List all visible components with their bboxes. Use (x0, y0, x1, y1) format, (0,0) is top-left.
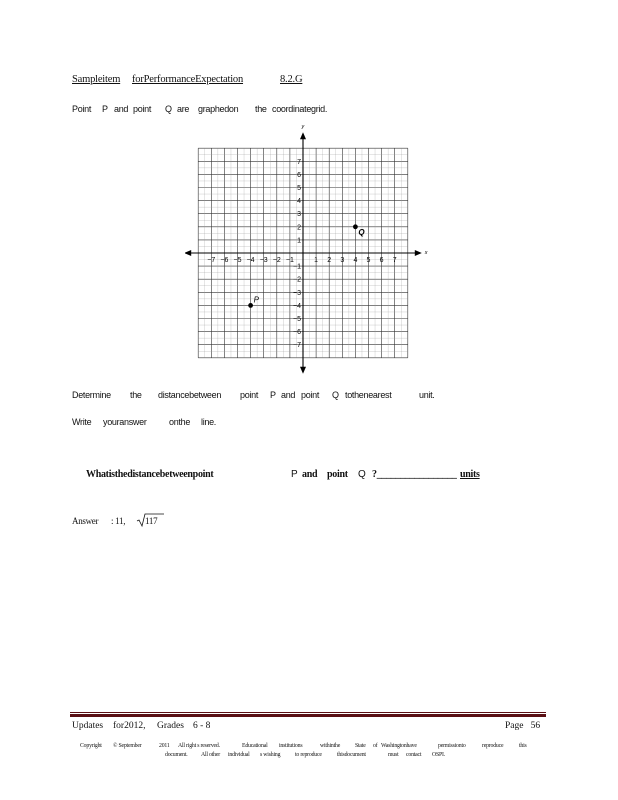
copyright-word: document. (165, 752, 188, 758)
x-tick-label: 5 (366, 257, 371, 264)
copyright-word: contact (406, 752, 422, 758)
intro-word: and (114, 104, 129, 114)
instr-word: and (281, 390, 296, 400)
intro-word: Point (72, 104, 92, 114)
footer-rule-thin (70, 712, 546, 713)
instr-word: distancebetween (158, 390, 222, 400)
copyright-word: 2011 (159, 743, 170, 749)
intro-word: coordinategrid. (272, 104, 328, 114)
question-point: point (327, 469, 348, 480)
copyright-word: © September (113, 743, 142, 749)
intro-word: the (255, 104, 267, 114)
y-tick-label: −6 (293, 329, 301, 337)
copyright-word: this (519, 743, 527, 749)
question-point-q: Q (358, 469, 366, 480)
copyright-word: to reproduce (295, 752, 322, 758)
header-sample-item: Sampleitem (72, 74, 121, 85)
copyright-word: of (373, 743, 378, 749)
copyright-word: institutions (279, 743, 303, 749)
copyright-word: s wishing (260, 752, 281, 758)
copyright-word: Copyright (80, 743, 102, 749)
instr-word: onthe (169, 417, 191, 427)
instr-word: line. (201, 417, 217, 427)
question-units: units (460, 469, 480, 480)
y-axis-arrow-down (300, 367, 306, 374)
copyright-word: thisdocument (337, 752, 366, 758)
axes (185, 125, 428, 374)
footer-grades: Grades (157, 721, 184, 731)
y-tick-label: 1 (297, 237, 301, 245)
copyright-word: Educational (242, 743, 268, 749)
instr-word: Write (72, 417, 92, 427)
y-tick-label: −3 (293, 289, 301, 297)
y-tick-label: 3 (297, 211, 301, 219)
y-tick-label: 2 (297, 224, 301, 232)
intro-word: Q (165, 104, 172, 114)
instr-word: tothenearest (345, 390, 392, 400)
instr-word: P (270, 390, 276, 400)
y-tick-label: −7 (293, 342, 301, 350)
footer-updates: Updates (72, 721, 104, 731)
y-tick-label: −4 (293, 302, 301, 310)
x-tick-label: 6 (379, 257, 384, 264)
copyright-word: All right s reserved. (178, 743, 220, 749)
instr-word: Determine (72, 390, 111, 400)
point-p-dot (248, 303, 253, 308)
copyright-word: Washingtonhave (381, 743, 417, 749)
x-tick-label: 2 (327, 257, 332, 264)
x-tick-label: −3 (259, 257, 268, 264)
instr-word: point (240, 390, 259, 400)
y-axis-label: y (301, 125, 305, 131)
copyright-word: State (355, 743, 366, 749)
y-tick-label: 6 (297, 171, 301, 179)
footer-year: for2012, (113, 721, 146, 731)
instr-word: Q (332, 390, 339, 400)
instr-word: point (301, 390, 320, 400)
point-q-dot (353, 224, 358, 229)
answer-radicand: 117 (145, 516, 158, 526)
y-tick-label: −1 (293, 263, 301, 271)
instr-word: unit. (419, 390, 435, 400)
copyright-word: must (388, 752, 399, 758)
question-point-p: P (291, 469, 298, 480)
intro-word: point (133, 104, 152, 114)
y-tick-label: 4 (297, 198, 301, 206)
y-axis-arrow-up (300, 132, 306, 139)
copyright-word: reproduce (482, 743, 504, 749)
copyright-word: OSPI. (432, 752, 446, 758)
coordinate-grid (185, 125, 435, 375)
x-tick-label: −5 (233, 257, 242, 264)
answer-blank-line[interactable]: ?_________________ (372, 469, 457, 480)
intro-word: P (102, 104, 108, 114)
y-tick-label: 5 (297, 185, 301, 192)
point-p-label: P (253, 295, 259, 305)
copyright-word: All other (201, 752, 220, 758)
copyright-word: individual (228, 752, 250, 758)
x-tick-label: 3 (340, 257, 345, 264)
y-tick-label: 7 (297, 158, 301, 166)
instr-word: the (130, 390, 142, 400)
x-tick-label: −6 (220, 257, 229, 264)
copyright-word: permissionto (438, 743, 466, 749)
question-and: and (302, 469, 318, 480)
answer-value: : 11, (111, 516, 126, 526)
copyright-word: withinthe (320, 743, 341, 749)
question-lead: Whatisthedistancebetweenpoint (86, 469, 214, 480)
header-performance-expectation: forPerformanceExpectation (132, 74, 244, 85)
x-axis-arrow-right (415, 250, 422, 256)
x-tick-label: −4 (246, 257, 255, 264)
footer-grade-range: 6 - 8 (193, 721, 211, 731)
point-q-label: Q (358, 227, 365, 237)
y-tick-label: −2 (293, 276, 301, 284)
x-tick-label: 1 (314, 257, 319, 264)
y-tick-label: −5 (293, 316, 301, 323)
answer-label: Answer (72, 516, 99, 526)
x-tick-label: −7 (207, 257, 216, 264)
x-tick-label: −1 (285, 257, 294, 264)
intro-word: graphedon (198, 104, 239, 114)
footer-page-number: Page 56 (505, 721, 541, 731)
x-tick-label: −2 (272, 257, 281, 264)
x-tick-label: 4 (353, 257, 358, 264)
footer-rule-thick (70, 714, 546, 717)
header-standard-code: 8.2.G (280, 74, 303, 85)
instr-word: youranswer (103, 417, 147, 427)
x-axis-arrow-left (185, 250, 191, 256)
x-tick-label: 7 (392, 257, 397, 264)
intro-word: are (177, 104, 190, 114)
x-axis-label: x (424, 250, 428, 256)
